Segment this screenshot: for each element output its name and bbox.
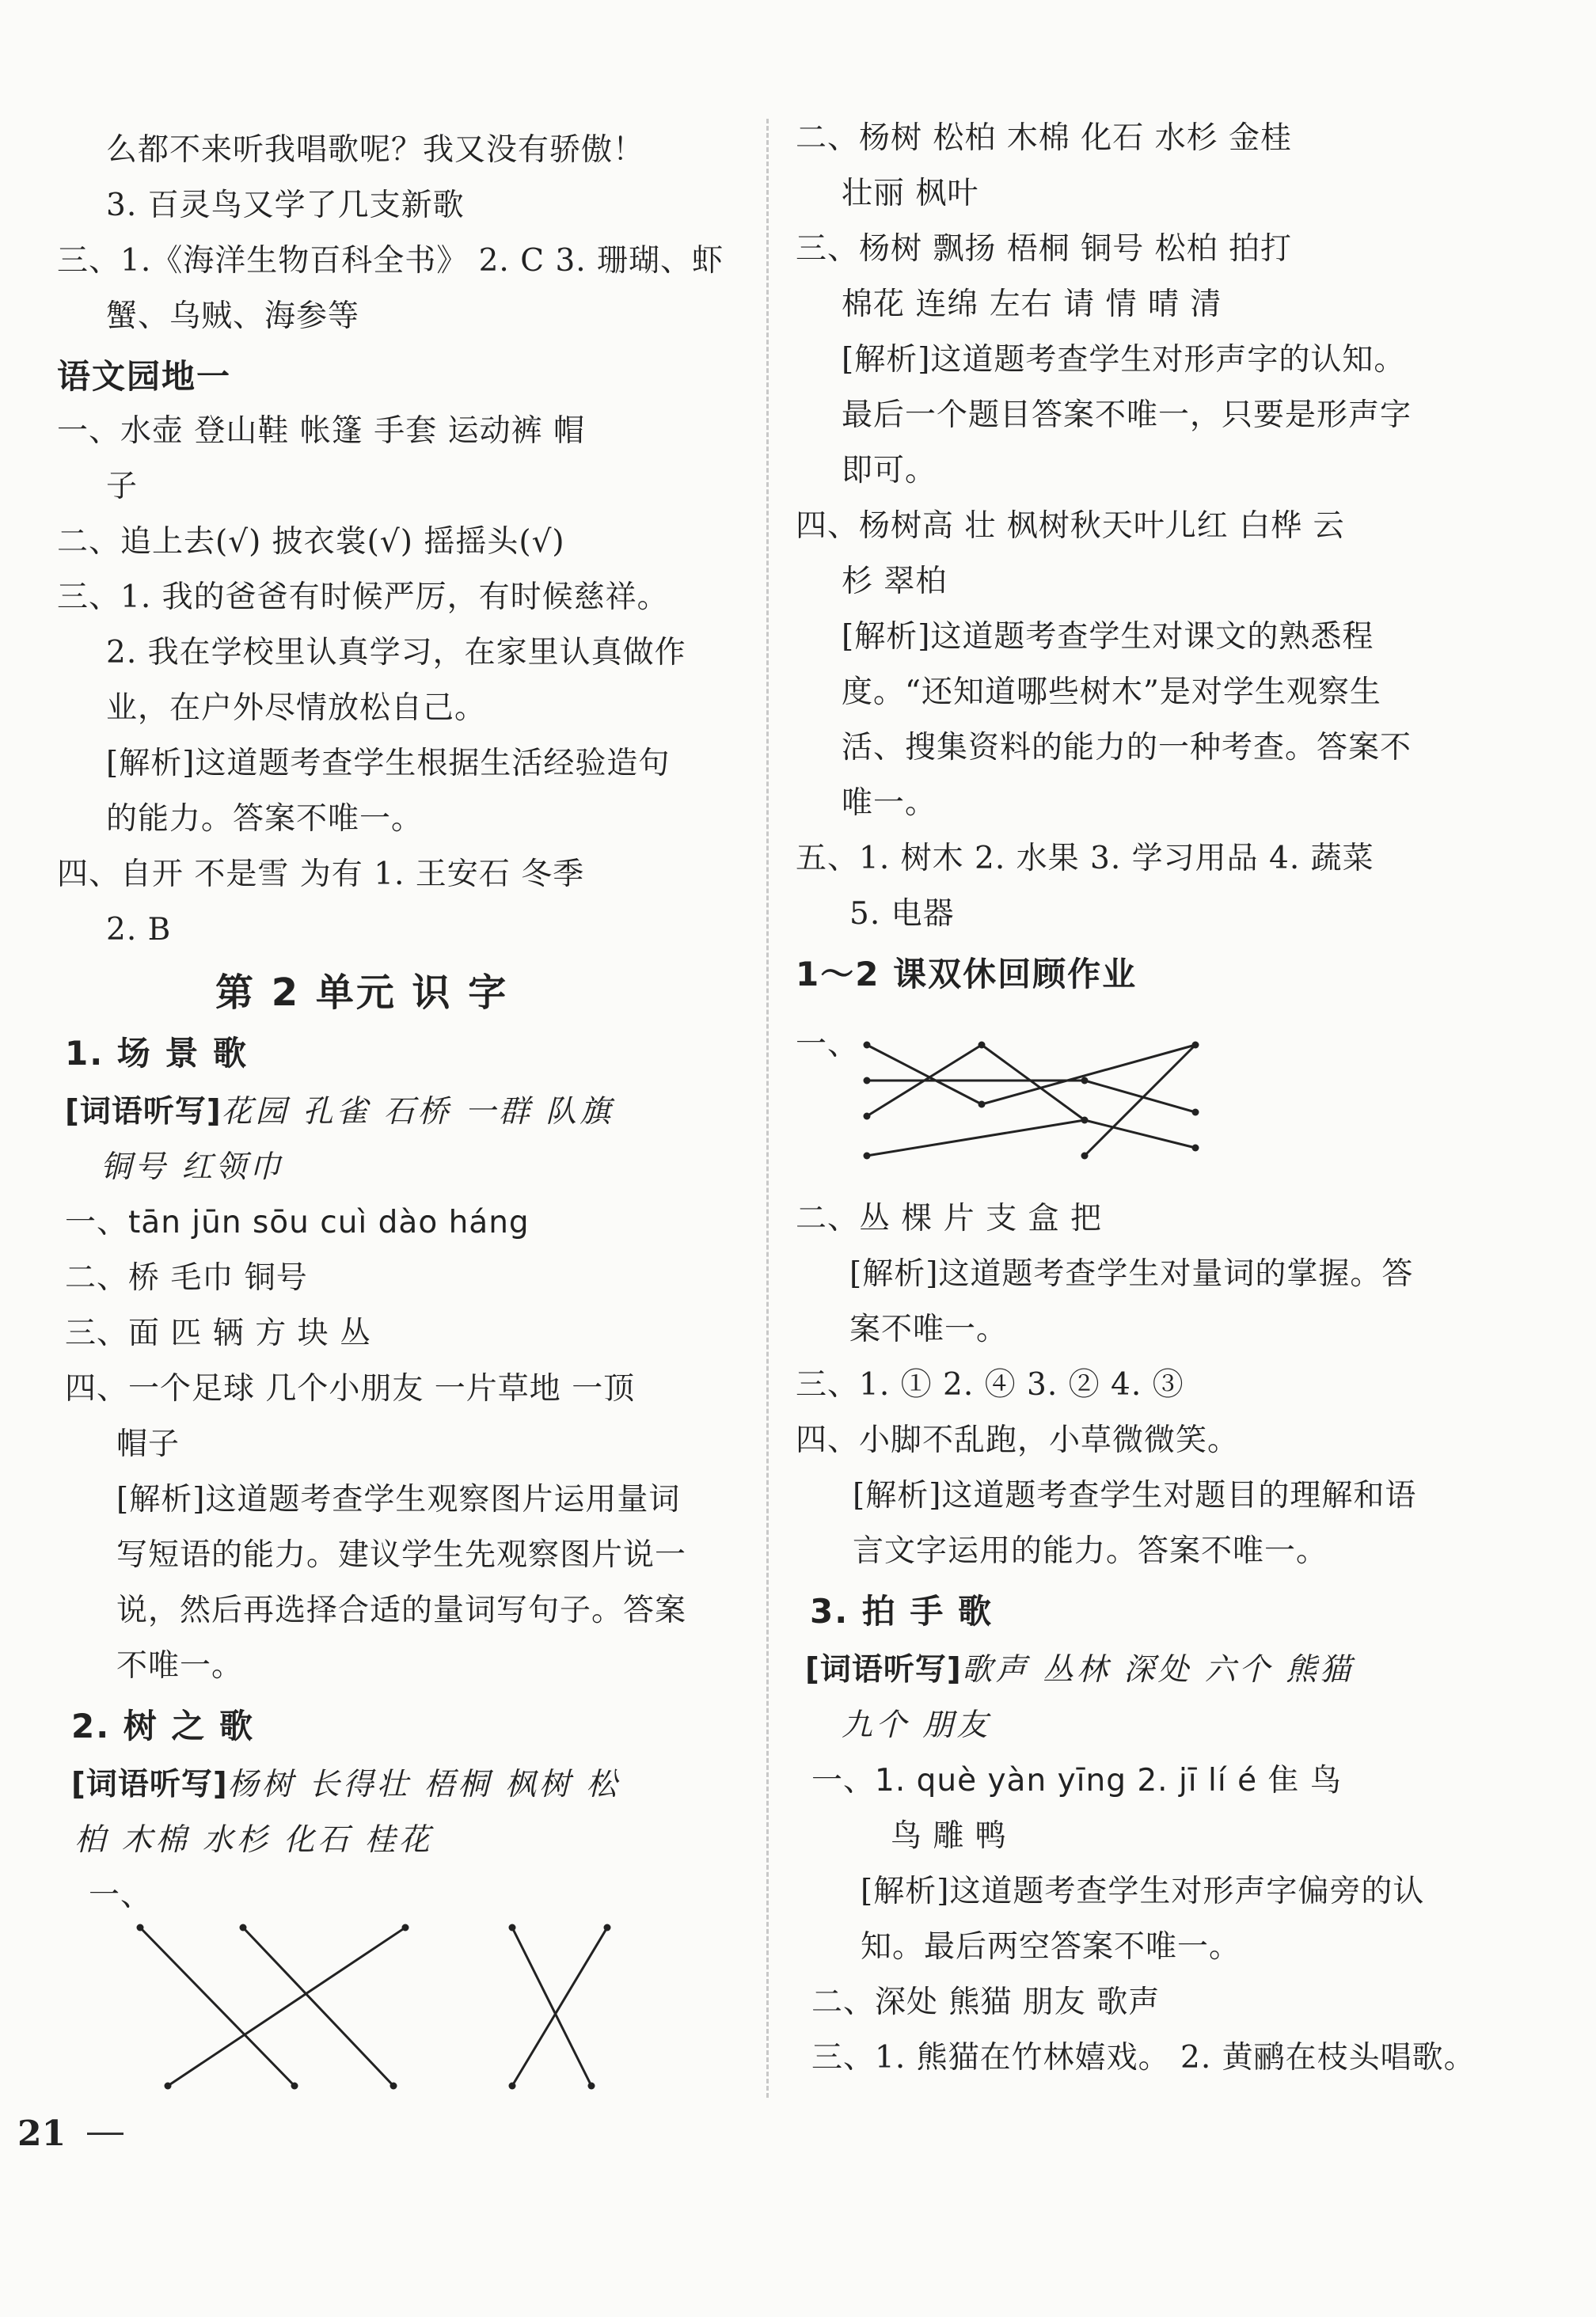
text-line: 二、杨树 松柏 木棉 化石 水杉 金桂 [796,120,1292,156]
analysis-text: [解析]这道题考查学生观察图片运用量词 [116,1482,681,1517]
text-line: 三、1. 熊猫在竹林嬉戏。 2. 黄鹂在枝头唱歌。 [811,2040,1476,2076]
analysis-text: 写短语的能力。建议学生先观察图片说一 [116,1537,687,1573]
match-dot [604,1924,611,1931]
text-line: 三、1. 我的爸爸有时候严厉，有时候慈祥。 [57,579,669,615]
text-line: 二、丛 棵 片 支 盒 把 [796,1201,1102,1236]
text-line: 5. 电器 [849,896,955,932]
column-divider [766,119,769,2098]
lesson-title: 3. 拍 手 歌 [810,1592,994,1631]
text-line: 杉 翠柏 [842,564,948,599]
text-line: 四、自开 不是雪 为有 1. 王安石 冬季 [57,857,585,892]
handwritten-words: 九个 朋友 [842,1707,991,1743]
analysis-text: [解析]这道题考查学生对量词的掌握。答 [849,1256,1414,1292]
dictation-line [71,1769,620,1800]
section-heading: 1～2 课双休回顾作业 [796,955,1138,993]
match-dot [1192,1109,1199,1116]
text-line: 3. 百灵鸟又学了几支新歌 [106,188,465,223]
text-line: 帽子 [116,1426,180,1462]
match-line [512,1928,607,2086]
analysis-text: 不唯一。 [116,1648,244,1684]
analysis-text: 案不唯一。 [849,1312,1009,1347]
match-line [1085,1081,1195,1112]
match-dot [978,1042,986,1049]
text-line: 2. B [106,912,172,948]
match-line [982,1045,1195,1104]
text-line: 二、桥 毛巾 铜号 [65,1260,308,1296]
unit-title: 第 2 单元 识 字 [215,970,509,1015]
dictation-line [805,1652,1355,1688]
match-line [512,1928,591,2086]
match-dot [1192,1042,1199,1049]
match-dot [390,2083,397,2090]
text-line: 子 [106,469,139,504]
text-line: 2. 我在学校里认真学习，在家里认真做作 [106,635,686,670]
text-line: 三、1. ① 2. ④ 3. ② 4. ③ [796,1367,1184,1403]
match-dot [1081,1077,1089,1084]
text-line: 壮丽 枫叶 [842,176,979,211]
pinyin-line: 一、1. què yàn yīng 2. jī lí é 隹 鸟 [811,1763,1342,1799]
text-line: 棉花 连绵 左右 请 情 晴 清 [842,287,1222,322]
page-number: 21 [17,2114,66,2154]
dictation-label: [词语听写] [805,1652,962,1688]
match-dot [864,1153,871,1160]
match-dot [1192,1145,1199,1152]
match-dot [509,1924,516,1931]
handwritten-words: 花园 孔雀 石桥 一群 队旗 [221,1094,614,1130]
analysis-text: 活、搜集资料的能力的一种考查。答案不 [842,730,1412,765]
lesson-title: 2. 树 之 歌 [71,1707,255,1745]
match-dot [137,1924,144,1931]
text-line: 业，在户外尽情放松自己。 [106,690,487,726]
analysis-text: 说，然后再选择合适的量词写句子。答案 [116,1593,687,1628]
match-dot [291,2083,298,2090]
match-dot [509,2083,516,2090]
page-number-dash [87,2133,124,2135]
handwritten-words: 铜号 红领巾 [101,1149,284,1185]
text-line: 四、小脚不乱跑，小草微微笑。 [796,1422,1240,1458]
handwritten-words: 杨树 长得壮 梧桐 枫树 松 [227,1767,621,1802]
match-line [867,1045,982,1104]
dictation-label: [词语听写] [65,1094,222,1130]
analysis-text: [解析]这道题考查学生对题目的理解和语 [853,1478,1417,1514]
analysis-text: 言文字运用的能力。答案不唯一。 [853,1533,1328,1569]
text-line: 三、1.《海洋生物百科全书》 2. C 3. 珊瑚、虾 [57,243,724,279]
text-line: 五、1. 树木 2. 水果 3. 学习用品 4. 蔬菜 [796,841,1374,876]
section-heading: 语文园地一 [57,357,232,396]
match-dot [588,2083,595,2090]
analysis-text: 的能力。答案不唯一。 [106,801,424,837]
text-line: 鸟 雕 鸭 [891,1818,1007,1854]
match-dot [402,1924,409,1931]
analysis-text: 即可。 [842,453,937,488]
match-dot [240,1924,247,1931]
match-line [140,1928,294,2086]
dictation-line [65,1094,614,1130]
matching-lines-diagram [863,1033,1203,1176]
handwritten-words: 歌声 丛林 深处 六个 熊猫 [961,1652,1355,1688]
text-line: 一、 [89,1878,153,1913]
match-dot [165,2083,172,2090]
text-line: 蟹、乌贼、海参等 [106,298,360,334]
text-line: 一、水壶 登山鞋 帐篷 手套 运动裤 帽 [57,413,585,449]
text-line: 么都不来听我唱歌呢？我又没有骄傲！ [106,132,645,168]
text-line: 二、追上去(√) 披衣裳(√) 摇摇头(√) [57,524,565,560]
match-dot [1081,1153,1089,1160]
match-line [982,1045,1085,1120]
match-dot [864,1077,871,1084]
analysis-text: 度。“还知道哪些树木”是对学生观察生 [842,674,1381,710]
match-line [1085,1120,1195,1148]
text-line: 一、 [796,1027,860,1062]
analysis-text: 最后一个题目答案不唯一，只要是形声字 [842,397,1412,433]
analysis-text: [解析]这道题考查学生根据生活经验造句 [106,746,671,781]
pinyin-line: 一、tān jūn sōu cuì dào háng [65,1205,530,1240]
analysis-text: 唯一。 [842,785,937,821]
match-dot [978,1101,986,1108]
text-line: 二、深处 熊猫 朋友 歌声 [811,1985,1161,2020]
analysis-text: 知。最后两空答案不唯一。 [861,1929,1241,1965]
match-dot [1081,1117,1089,1124]
match-dot [864,1042,871,1049]
analysis-text: [解析]这道题考查学生对课文的熟悉程 [842,619,1374,655]
analysis-text: [解析]这道题考查学生对形声字的认知。 [842,342,1406,378]
matching-lines-diagram [136,1908,611,2114]
analysis-text: [解析]这道题考查学生对形声字偏旁的认 [861,1874,1425,1909]
lesson-title: 1. 场 景 歌 [65,1034,249,1073]
text-line: 四、一个足球 几个小朋友 一片草地 一顶 [65,1371,636,1407]
text-line: 三、杨树 飘扬 梧桐 铜号 松柏 拍打 [796,231,1292,267]
text-line: 三、面 匹 辆 方 块 丛 [65,1316,371,1351]
match-dot [864,1113,871,1120]
dictation-label: [词语听写] [71,1767,228,1802]
match-line [867,1120,1085,1156]
handwritten-words: 柏 木棉 水杉 化石 桂花 [74,1822,433,1858]
text-line: 四、杨树高 壮 枫树秋天叶儿红 白桦 云 [796,508,1345,544]
